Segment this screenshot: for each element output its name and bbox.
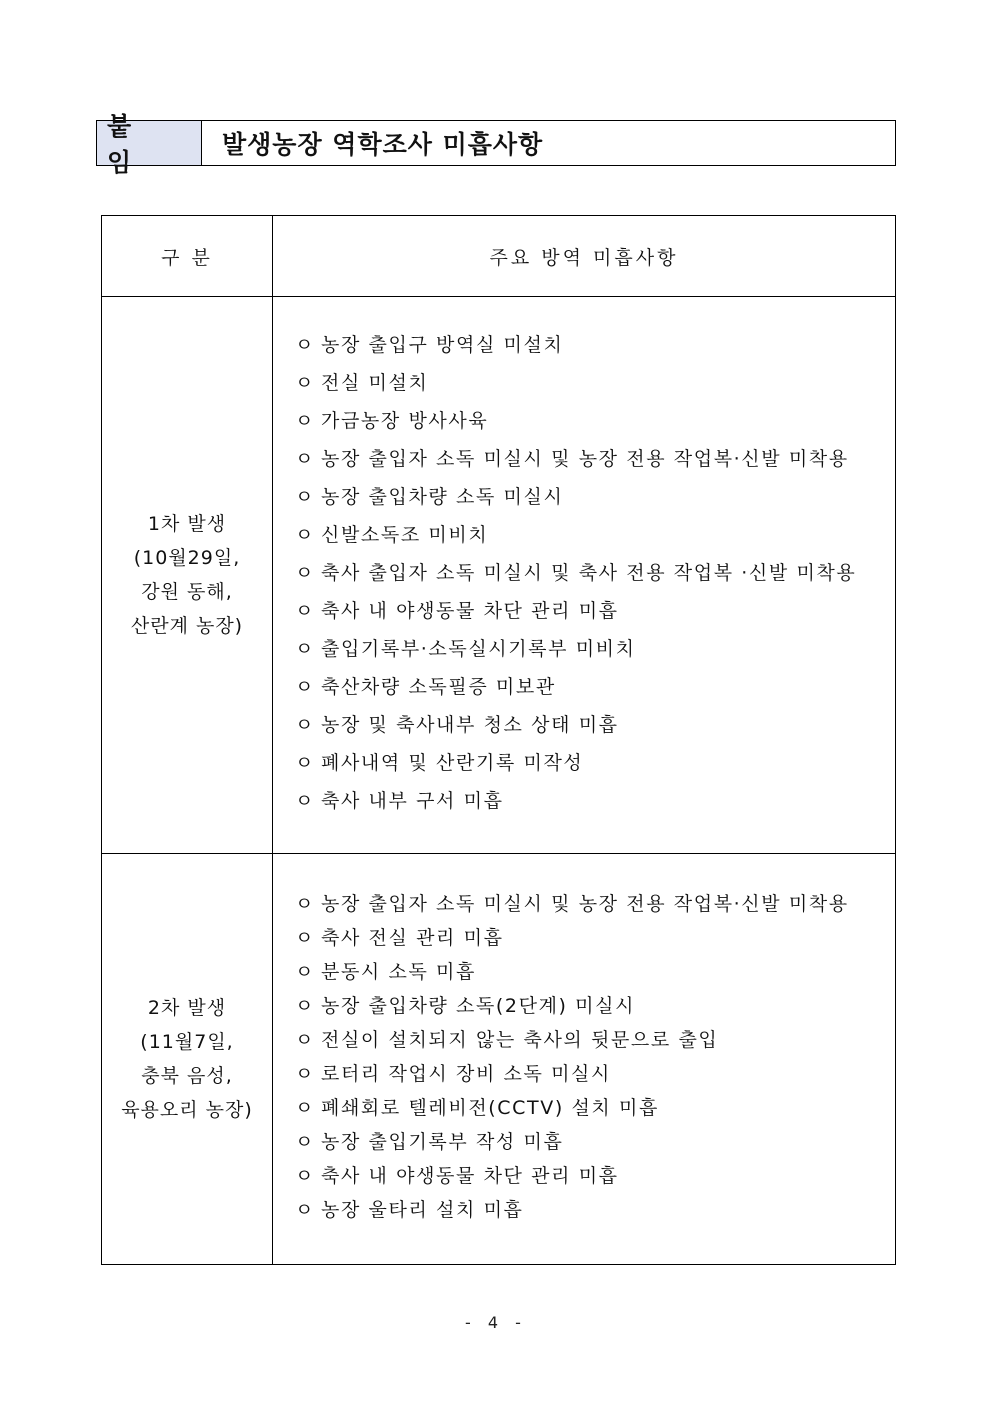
bullet-icon: ㅇ — [295, 714, 314, 736]
list-item — [295, 554, 895, 592]
category-line: 충북 음성, — [141, 1065, 233, 1087]
bullet-icon: ㅇ — [295, 486, 314, 508]
bullet-icon: ㅇ — [295, 676, 314, 698]
row-category — [102, 297, 273, 854]
category-line: 2차 발생 — [147, 997, 227, 1019]
list-item-text: 축산차량 소독필증 미보관 — [321, 676, 556, 698]
list-item-text: 가금농장 방사사육 — [321, 410, 489, 432]
list-item-text: 축사 전실 관리 미흡 — [321, 927, 504, 949]
list-item-text: 축사 내 야생동물 차단 관리 미흡 — [321, 1165, 619, 1187]
bullet-icon: ㅇ — [295, 1199, 314, 1221]
bullet-icon: ㅇ — [295, 1063, 314, 1085]
bullet-icon: ㅇ — [295, 562, 314, 584]
list-item — [295, 1193, 895, 1227]
bullet-icon: ㅇ — [295, 927, 314, 949]
bullet-icon: ㅇ — [295, 752, 314, 774]
list-item-text: 축사 출입자 소독 미실시 및 축사 전용 작업복 ·신발 미착용 — [321, 562, 857, 584]
list-item-text: 농장 울타리 설치 미흡 — [321, 1199, 524, 1221]
page-number: - 4 - — [465, 1313, 527, 1332]
list-item — [295, 440, 895, 478]
list-item — [295, 1091, 895, 1125]
header-category: 구 분 — [102, 216, 273, 297]
row-items-cell — [273, 854, 896, 1265]
list-item — [295, 1023, 895, 1057]
list-item-text: 농장 출입구 방역실 미설치 — [321, 334, 564, 356]
list-item — [295, 1057, 895, 1091]
bullet-icon: ㅇ — [295, 1097, 314, 1119]
list-item — [295, 516, 895, 554]
bullet-icon: ㅇ — [295, 1131, 314, 1153]
list-item — [295, 744, 895, 782]
list-item — [295, 364, 895, 402]
table-row — [102, 297, 896, 854]
list-item — [295, 592, 895, 630]
list-item-text: 폐사내역 및 산란기록 미작성 — [321, 752, 584, 774]
list-item — [295, 782, 895, 820]
category-line: 1차 발생 — [147, 513, 227, 535]
page-title: 발생농장 역학조사 미흡사항 — [222, 130, 544, 159]
bullet-icon: ㅇ — [295, 893, 314, 915]
list-item — [295, 1159, 895, 1193]
list-item-text: 신발소독조 미비치 — [321, 524, 489, 546]
list-item — [295, 955, 895, 989]
list-item-text: 농장 및 축사내부 청소 상태 미흡 — [321, 714, 619, 736]
list-item — [295, 921, 895, 955]
list-item-text: 농장 출입자 소독 미실시 및 농장 전용 작업복·신발 미착용 — [321, 893, 849, 915]
list-item-text: 전실이 설치되지 않는 축사의 뒷문으로 출입 — [321, 1029, 719, 1051]
list-item-text: 출입기록부·소독실시기록부 미비치 — [321, 638, 636, 660]
list-item-text: 로터리 작업시 장비 소독 미실시 — [321, 1063, 611, 1085]
bullet-icon: ㅇ — [295, 961, 314, 983]
table-header-row — [102, 216, 896, 297]
bullet-icon: ㅇ — [295, 334, 314, 356]
bullet-icon: ㅇ — [295, 1165, 314, 1187]
list-item-text: 폐쇄회로 텔레비전(CCTV) 설치 미흡 — [321, 1097, 659, 1119]
category-line: 강원 동해, — [141, 581, 233, 603]
list-item — [295, 1125, 895, 1159]
list-item — [295, 706, 895, 744]
list-item-text: 분동시 소독 미흡 — [321, 961, 476, 983]
header-deficiencies: 주요 방역 미흡사항 — [273, 216, 896, 297]
deficiency-list — [273, 297, 895, 820]
row-category — [102, 854, 273, 1265]
bullet-icon: ㅇ — [295, 410, 314, 432]
deficiency-table — [101, 215, 896, 1265]
table-row — [102, 854, 896, 1265]
category-line: 육용오리 농장) — [121, 1099, 253, 1121]
list-item-text: 축사 내부 구서 미흡 — [321, 790, 504, 812]
list-item — [295, 326, 895, 364]
deficiency-list — [273, 854, 895, 1227]
bullet-icon: ㅇ — [295, 448, 314, 470]
list-item — [295, 668, 895, 706]
list-item-text: 농장 출입차량 소독(2단계) 미실시 — [321, 995, 636, 1017]
bullet-icon: ㅇ — [295, 372, 314, 394]
bullet-icon: ㅇ — [295, 790, 314, 812]
category-line: (10월29일, — [133, 547, 241, 569]
list-item — [295, 478, 895, 516]
bullet-icon: ㅇ — [295, 638, 314, 660]
bullet-icon: ㅇ — [295, 524, 314, 546]
list-item-text: 농장 출입차량 소독 미실시 — [321, 486, 564, 508]
list-item-text: 농장 출입기록부 작성 미흡 — [321, 1131, 564, 1153]
bullet-icon: ㅇ — [295, 1029, 314, 1051]
list-item-text: 농장 출입자 소독 미실시 및 농장 전용 작업복·신발 미착용 — [321, 448, 849, 470]
list-item — [295, 630, 895, 668]
list-item — [295, 887, 895, 921]
category-line: 산란계 농장) — [130, 615, 244, 637]
list-item-text: 축사 내 야생동물 차단 관리 미흡 — [321, 600, 619, 622]
attachment-tag: 붙 임 — [97, 121, 202, 165]
list-item-text: 전실 미설치 — [321, 372, 429, 394]
bullet-icon: ㅇ — [295, 600, 314, 622]
list-item — [295, 402, 895, 440]
bullet-icon: ㅇ — [295, 995, 314, 1017]
list-item — [295, 989, 895, 1023]
title-box — [96, 112, 896, 177]
category-line: (11월7일, — [140, 1031, 234, 1053]
row-items-cell — [273, 297, 896, 854]
